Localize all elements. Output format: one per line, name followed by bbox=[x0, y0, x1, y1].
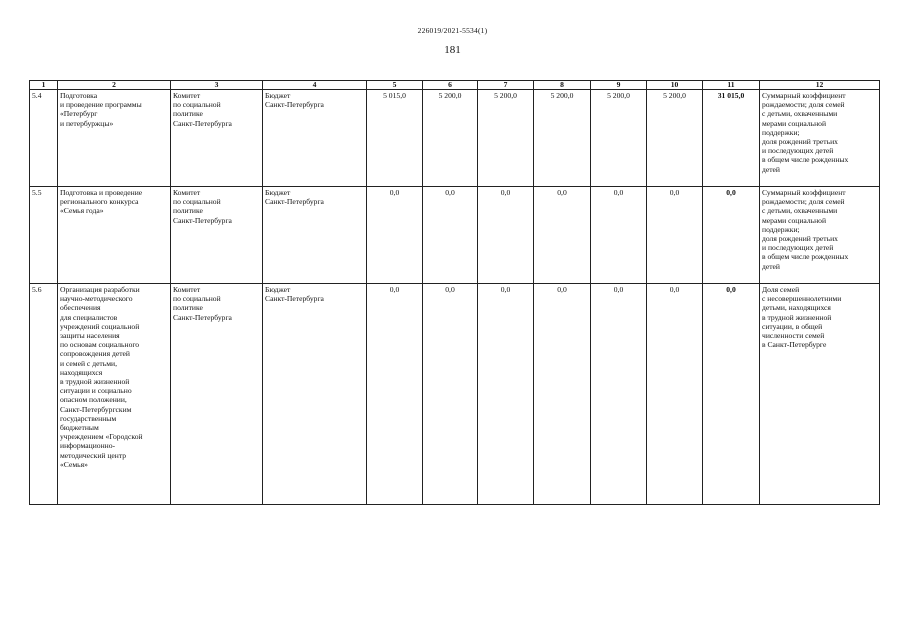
year1-value: 5 015,0 bbox=[367, 90, 423, 187]
indicator-cell: Суммарный коэффициент рождаемости; доля семей с детьми, охваченными мерами социальной поддержки; доля рождений третьих и последующих детей в общем числе рожденных детей bbox=[760, 90, 880, 187]
year3-value: 0,0 bbox=[478, 187, 534, 284]
column-header: 1 bbox=[30, 81, 58, 90]
year5-value: 0,0 bbox=[591, 187, 647, 284]
column-header: 9 bbox=[591, 81, 647, 90]
executor-cell: Комитет по социальной политике Санкт-Петербурга bbox=[171, 284, 263, 505]
column-header: 4 bbox=[263, 81, 367, 90]
year2-value: 0,0 bbox=[423, 284, 478, 505]
row-id: 5.5 bbox=[30, 187, 58, 284]
year5-value: 0,0 bbox=[591, 284, 647, 505]
year2-value: 0,0 bbox=[423, 187, 478, 284]
total-value: 31 015,0 bbox=[703, 90, 760, 187]
total-value: 0,0 bbox=[703, 284, 760, 505]
year4-value: 0,0 bbox=[534, 284, 591, 505]
indicator-cell: Доля семей с несовершеннолетними детьми, находящихся в трудной жизненной ситуации, в общей численности семей в Санкт-Петербурге bbox=[760, 284, 880, 505]
year1-value: 0,0 bbox=[367, 187, 423, 284]
year5-value: 5 200,0 bbox=[591, 90, 647, 187]
column-header: 6 bbox=[423, 81, 478, 90]
event-cell: Подготовка и проведение программы «Петербург и петербуржцы» bbox=[58, 90, 171, 187]
year6-value: 0,0 bbox=[647, 284, 703, 505]
column-header: 3 bbox=[171, 81, 263, 90]
source-cell: Бюджет Санкт-Петербурга bbox=[263, 284, 367, 505]
executor-cell: Комитет по социальной политике Санкт-Петербурга bbox=[171, 90, 263, 187]
year6-value: 0,0 bbox=[647, 187, 703, 284]
year4-value: 5 200,0 bbox=[534, 90, 591, 187]
source-cell: Бюджет Санкт-Петербурга bbox=[263, 187, 367, 284]
year3-value: 5 200,0 bbox=[478, 90, 534, 187]
column-header: 10 bbox=[647, 81, 703, 90]
column-header: 12 bbox=[760, 81, 880, 90]
column-header: 11 bbox=[703, 81, 760, 90]
table-row bbox=[30, 284, 880, 505]
column-header: 7 bbox=[478, 81, 534, 90]
program-table bbox=[29, 80, 880, 505]
row-id: 5.4 bbox=[30, 90, 58, 187]
event-cell: Подготовка и проведение регионального конкурса «Семья года» bbox=[58, 187, 171, 284]
year2-value: 5 200,0 bbox=[423, 90, 478, 187]
row-id: 5.6 bbox=[30, 284, 58, 505]
column-header: 2 bbox=[58, 81, 171, 90]
year6-value: 5 200,0 bbox=[647, 90, 703, 187]
table-row bbox=[30, 90, 880, 187]
table-header-row bbox=[30, 81, 880, 90]
total-value: 0,0 bbox=[703, 187, 760, 284]
table-row bbox=[30, 187, 880, 284]
year3-value: 0,0 bbox=[478, 284, 534, 505]
document-id: 226019/2021-5534(1) bbox=[417, 26, 488, 35]
column-header: 5 bbox=[367, 81, 423, 90]
year1-value: 0,0 bbox=[367, 284, 423, 505]
source-cell: Бюджет Санкт-Петербурга bbox=[263, 90, 367, 187]
year4-value: 0,0 bbox=[534, 187, 591, 284]
page-number: 181 bbox=[444, 44, 461, 56]
event-cell: Организация разработки научно-методического обеспечения для специалистов учреждений социальной защиты населения по основам социального сопровождения детей и семей с детьми, находящихся в трудной жизненной ситуации и социально опасном положении, Санкт-Петербургским государственным бюджетным учреждением «Городской информационно- методический центр «Семья» bbox=[58, 284, 171, 505]
indicator-cell: Суммарный коэффициент рождаемости; доля семей с детьми, охваченными мерами социальной поддержки; доля рождений третьих и последующих детей в общем числе рожденных детей bbox=[760, 187, 880, 284]
executor-cell: Комитет по социальной политике Санкт-Петербурга bbox=[171, 187, 263, 284]
column-header: 8 bbox=[534, 81, 591, 90]
